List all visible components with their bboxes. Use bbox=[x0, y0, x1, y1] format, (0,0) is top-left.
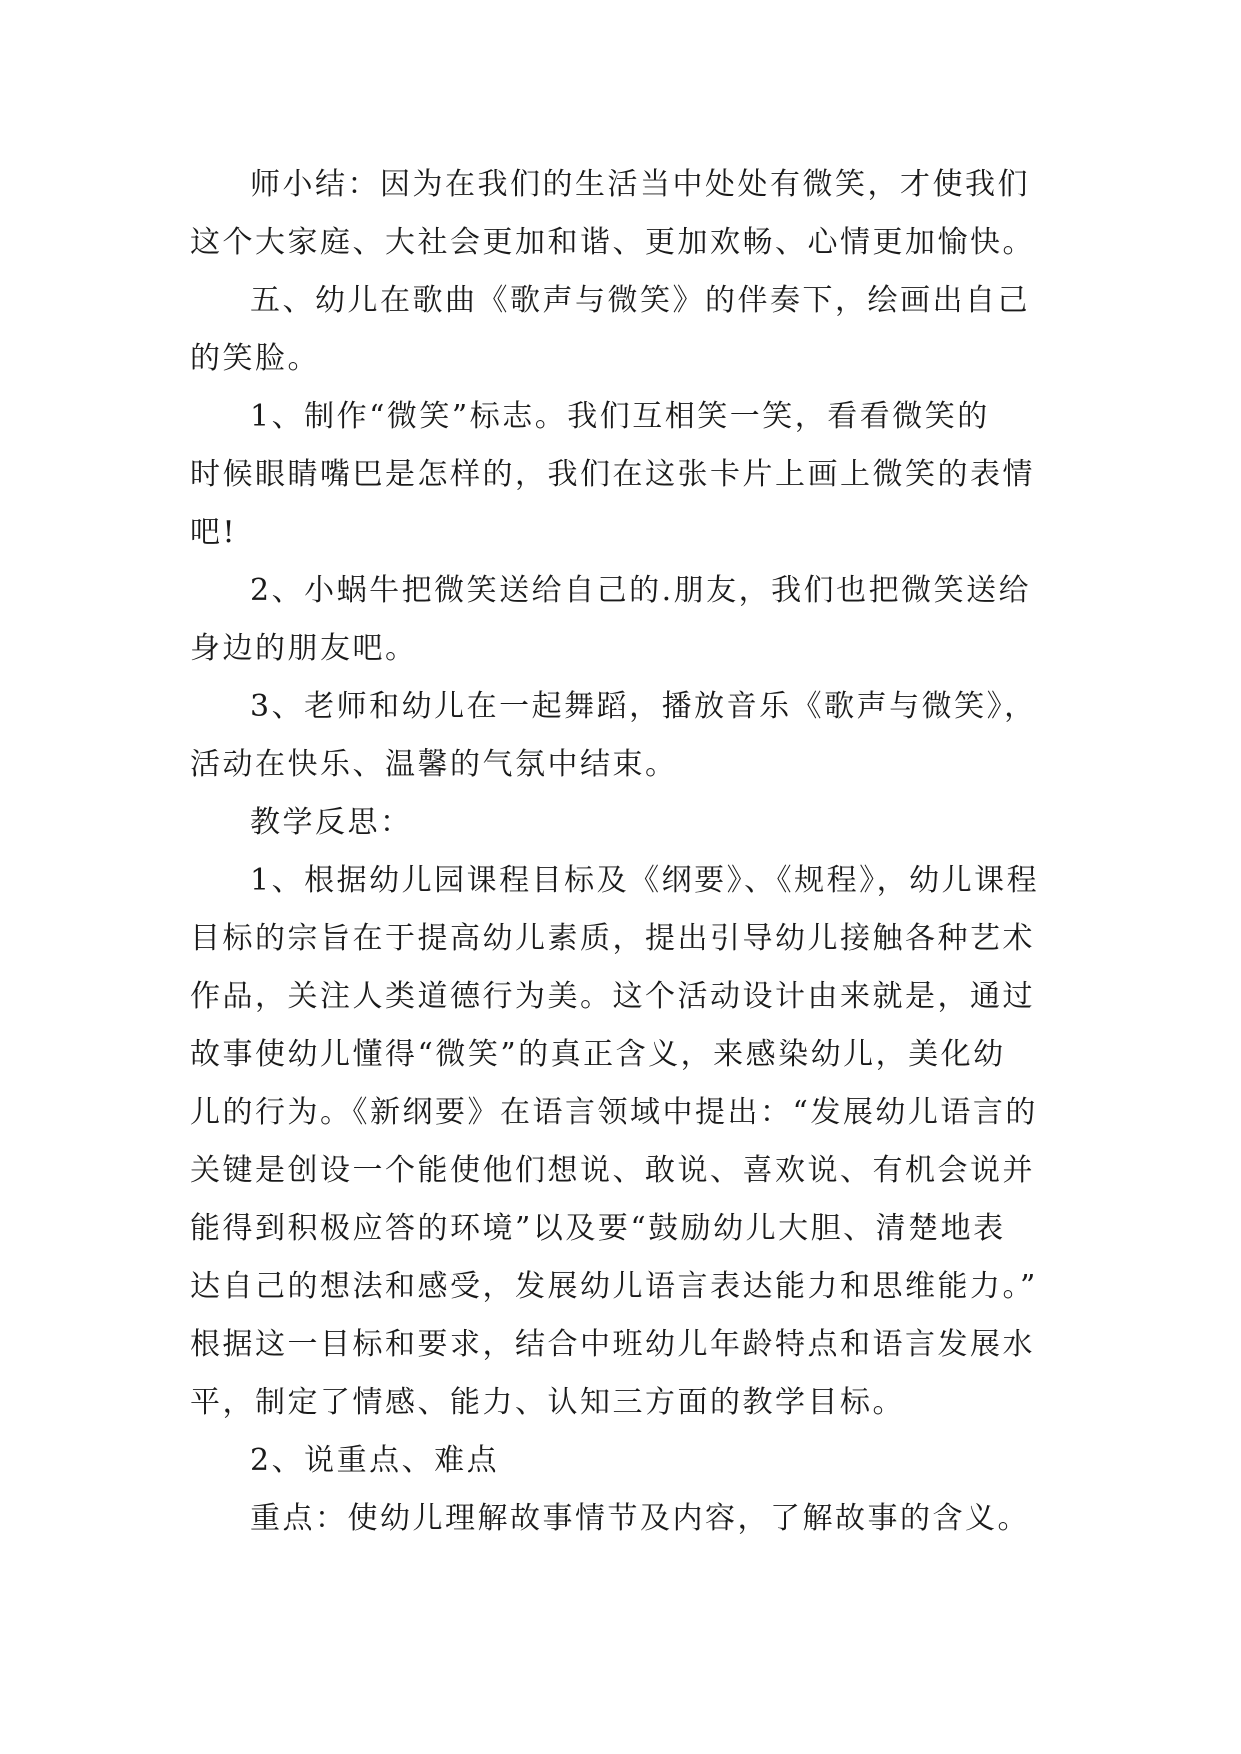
text-line: 根据这一目标和要求，结合中班幼儿年龄特点和语言发展水 bbox=[190, 1327, 1035, 1362]
text-line: 能得到积极应答的环境”以及要“鼓励幼儿大胆、清楚地表 bbox=[190, 1211, 1006, 1246]
text-line: 师小结：因为在我们的生活当中处处有微笑，才使我们 bbox=[250, 167, 1030, 202]
text-line: 2、小蜗牛把微笑送给自己的.朋友，我们也把微笑送给 bbox=[250, 573, 1032, 608]
text-line: 目标的宗旨在于提高幼儿素质，提出引导幼儿接触各种艺术 bbox=[190, 921, 1035, 956]
text-line: 身边的朋友吧。 bbox=[190, 631, 418, 666]
text-line: 五、幼儿在歌曲《歌声与微笑》的伴奏下，绘画出自己 bbox=[250, 283, 1030, 318]
text-line: 平，制定了情感、能力、认知三方面的教学目标。 bbox=[190, 1385, 905, 1420]
text-line: 活动在快乐、温馨的气氛中结束。 bbox=[190, 747, 678, 782]
text-line: 的笑脸。 bbox=[190, 341, 320, 376]
text-line: 故事使幼儿懂得“微笑”的真正含义，来感染幼儿，美化幼 bbox=[190, 1037, 1006, 1072]
text-line: 关键是创设一个能使他们想说、敢说、喜欢说、有机会说并 bbox=[190, 1153, 1035, 1188]
section-heading: 2、说重点、难点 bbox=[250, 1443, 500, 1478]
text-line: 时候眼睛嘴巴是怎样的，我们在这张卡片上画上微笑的表情 bbox=[190, 457, 1035, 492]
text-line: 达自己的想法和感受，发展幼儿语言表达能力和思维能力。” bbox=[190, 1269, 1038, 1304]
text-line: 3、老师和幼儿在一起舞蹈，播放音乐《歌声与微笑》， bbox=[250, 689, 1037, 724]
text-line: 儿的行为。《新纲要》在语言领域中提出：“发展幼儿语言的 bbox=[190, 1095, 1038, 1130]
text-line: 1、制作“微笑”标志。我们互相笑一笑，看看微笑的 bbox=[250, 399, 990, 434]
text-line: 重点：使幼儿理解故事情节及内容，了解故事的含义。 bbox=[250, 1501, 1030, 1536]
section-heading: 教学反思： bbox=[250, 805, 413, 840]
text-line: 吧! bbox=[190, 515, 238, 550]
text-line: 这个大家庭、大社会更加和谐、更加欢畅、心情更加愉快。 bbox=[190, 225, 1035, 260]
text-line: 作品，关注人类道德行为美。这个活动设计由来就是，通过 bbox=[190, 979, 1035, 1014]
text-line: 1、根据幼儿园课程目标及《纲要》、《规程》，幼儿课程 bbox=[250, 863, 1040, 898]
